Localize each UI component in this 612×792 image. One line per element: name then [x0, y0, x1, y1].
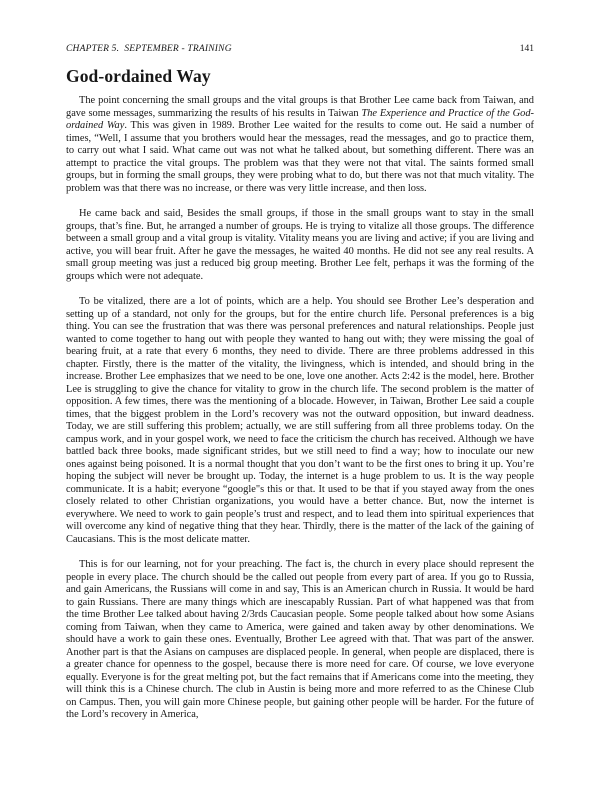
paragraph-2: He came back and said, Besides the small groups, if those in the small groups want to stay in the small groups, that’s fine. But, he arranged a number of groups. He is trying to vitalize all those groups. The difference between a small group and a vital group is vitality. Vitality means you are living and active; if you are living and active, you will bear fruit. After he gave the messages, he waited 40 months. He did not see any real results. A small group meeting was just a reduced big group meeting. Brother Lee felt, perhaps it was the forming of the groups which were not adequate. — [66, 208, 534, 282]
section-title: God-ordained Way — [66, 66, 211, 86]
paragraph-1-book-title: The Experience and Practice of the God-ordained Way — [66, 107, 534, 131]
paragraph-1-text-start: The point concerning the small groups and the vital groups is that Brother Lee came back from Taiwan, and gave some messages, summarizing the results of his results in Taiwan — [66, 95, 534, 119]
running-header — [66, 44, 534, 55]
text-block — [66, 44, 534, 722]
paragraph-4: This is for our learning, not for your preaching. The fact is, the church in every place should represent the people in every place. The church should be the called out people from every part of area. If you go to Russia, and gain Americans, the Russians will come in and say, This is an American church in Russia. It would be hard to gain Russians. There are many things which are inescapably Russian. Part of what happened was that from the time Brother Lee talked about having 2/3rds Caucasian people. Some people talked about how some Asians coming from Taiwan, when they came to America, were gained and taken away by other denominations. We should have a work to gain these ones. Eventually, Brother Lee agreed with that. That was part of the answer. Another part is that the Asians on campuses are displaced people. In general, when people are displaced, there is a greater chance for openness to the gospel, because there is more need for care. Of course, we love everyone equally. Everyone is for the great melting pot, but the fact remains that if Americans come into the meeting, they will think this is a Chinese church. The club in Austin is being more and more referred to as the Chinese Club on Campus. Then, you will gain more Chinese people, but gaining other people will be harder. For the future of the Lord’s recovery in America, — [66, 559, 534, 720]
paragraph-3: To be vitalized, there are a lot of points, which are a help. You should see Brother Lee’s desperation and setting up of a standard, not only for the groups, but for the entire church life. Personal preferences is a big thing. You can see the frustration that was there was personal preferences and natural relationships. People just wanted to come together to hang out with people they wanted to hang out with; they were missing the goal of bearing fruit, at a rate that every 6 months, they need to divide. There are three problems addressed in this chapter. Firstly, there is the matter of the vitality, the livingness, which is intended, and should bring in the increase. Brother Lee emphasizes that we need to be one, love one another. Acts 2:42 is the model, here. Brother Lee is struggling to give the chance for vitality to grow in the church life. The second problem is the matter of opposition. A few times, there was the mentioning of a blocade. However, in Taiwan, Brother Lee said a couple times, that the biggest problem in the Lord’s recovery was not the outward opposition, but inward deadness. Today, we are still suffering this problem; actually, we are still suffering from all three problems today. On the campus work, and in your gospel work, we need to face the criticism the church has received. Although we have battled back three books, made significant strides, but we still need to find a way; how to inoculate our new ones against being poisoned. It is a normal thought that you don’t want to be the first ones to bring it up. You’re hoping the subject will never be brought up. Today, the internet is a huge problem to us. It is the way people communicate. It is a habit; everyone “google"s this or that. It used to be that if you stayed away from the ones closely related to other Christian organizations, you would have a better chance. But, now the internet is everywhere. We need to work to gain people’s trust and respect, and to lead them into spiritual experiences that will overcome any kind of negative thing that they hear. Thirdly, there is the matter of the lack of the gaining of Caucasians. This is the most delicate matter. — [66, 296, 534, 545]
paragraph-1 — [66, 95, 534, 195]
body-text — [66, 95, 534, 722]
running-header-chapter: CHAPTER 5. SEPTEMBER - TRAINING — [66, 44, 232, 54]
paragraph-1-text-end: . This was given in 1989. Brother Lee waited for the results to come out. He said a number of times, “Well, I assume that you brothers would hear the messages, read the messages, and go to practice them, to carry out what I said. What came out was not what he talked about, but something different. There was an attempt to practice the vital groups. The problem was that they were not that vital. The saints formed small groups, but in forming the small groups, they were probing what to do, but there was not that much vitality. The problem was that there was no increase, or there was very little increase, and then loss. — [66, 120, 534, 194]
page-number: 141 — [519, 44, 534, 54]
